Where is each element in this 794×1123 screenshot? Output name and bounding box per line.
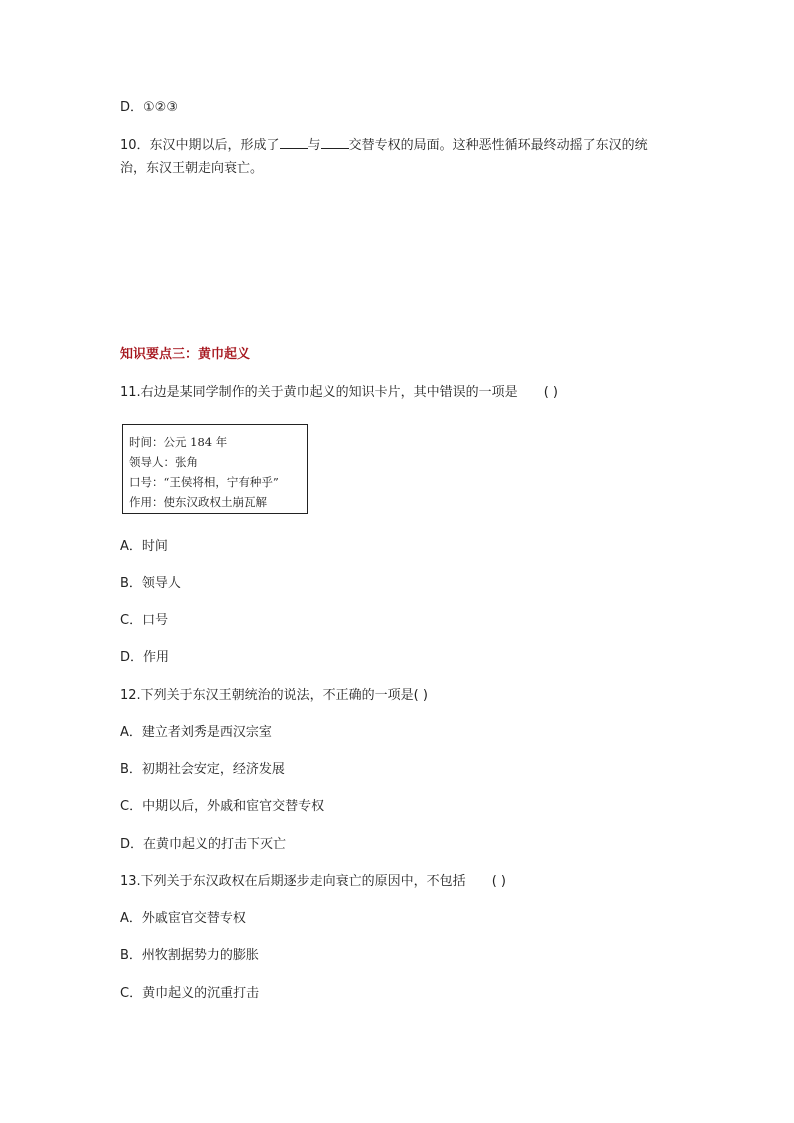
q10-line2: 治，东汉王朝走向衰亡。 bbox=[120, 161, 264, 176]
q13-option-b: B．州牧割据势力的膨胀 bbox=[120, 948, 259, 963]
q11-bracket: ( ) bbox=[543, 385, 558, 400]
q13-bracket: ( ) bbox=[491, 874, 506, 889]
q13-stem: 13.下列关于东汉政权在后期逐步走向衰亡的原因中，不包括 bbox=[120, 874, 466, 889]
q11-stem: 11.右边是某同学制作的关于黄巾起义的知识卡片，其中错误的一项是 bbox=[120, 385, 518, 400]
card-line-effect: 作用：使东汉政权土崩瓦解 bbox=[129, 495, 267, 509]
q10-text-3: 交替专权的局面。这种恶性循环最终动摇了东汉的统 bbox=[348, 138, 648, 153]
q11-option-d: D．作用 bbox=[120, 650, 170, 665]
q10-text-1: 10．东汉中期以后，形成了 bbox=[120, 138, 280, 153]
q11-option-a: A．时间 bbox=[120, 539, 168, 554]
q13-option-c: C．黄巾起义的沉重打击 bbox=[120, 986, 260, 1001]
q12-stem: 12.下列关于东汉王朝统治的说法，不正确的一项是( ) bbox=[120, 688, 428, 703]
q12-option-d: D．在黄巾起义的打击下灭亡 bbox=[120, 837, 287, 852]
card-line-leader: 领导人：张角 bbox=[129, 455, 198, 469]
q12-option-b: B．初期社会安定，经济发展 bbox=[120, 762, 285, 777]
q9-option-d: D．①②③ bbox=[120, 100, 178, 115]
q11-option-c: C．口号 bbox=[120, 613, 169, 628]
card-line-time: 时间：公元 184 年 bbox=[129, 435, 228, 449]
q12-option-a: A．建立者刘秀是西汉宗室 bbox=[120, 725, 272, 740]
q11-option-b: B．领导人 bbox=[120, 576, 181, 591]
q11-stem-line bbox=[120, 383, 558, 403]
q10-line1 bbox=[120, 134, 648, 156]
q12-option-c: C．中期以后，外戚和宦官交替专权 bbox=[120, 799, 325, 814]
section-heading: 知识要点三：黄巾起义 bbox=[120, 347, 251, 362]
q10-blank-2 bbox=[321, 134, 349, 149]
knowledge-card bbox=[122, 424, 308, 514]
q10-blank-1 bbox=[280, 134, 308, 149]
q10-text-2: 与 bbox=[307, 138, 321, 153]
q13-option-a: A．外戚宦官交替专权 bbox=[120, 911, 246, 926]
q13-stem-line bbox=[120, 872, 506, 892]
card-line-slogan: 口号：“王侯将相，宁有种乎” bbox=[129, 475, 279, 489]
